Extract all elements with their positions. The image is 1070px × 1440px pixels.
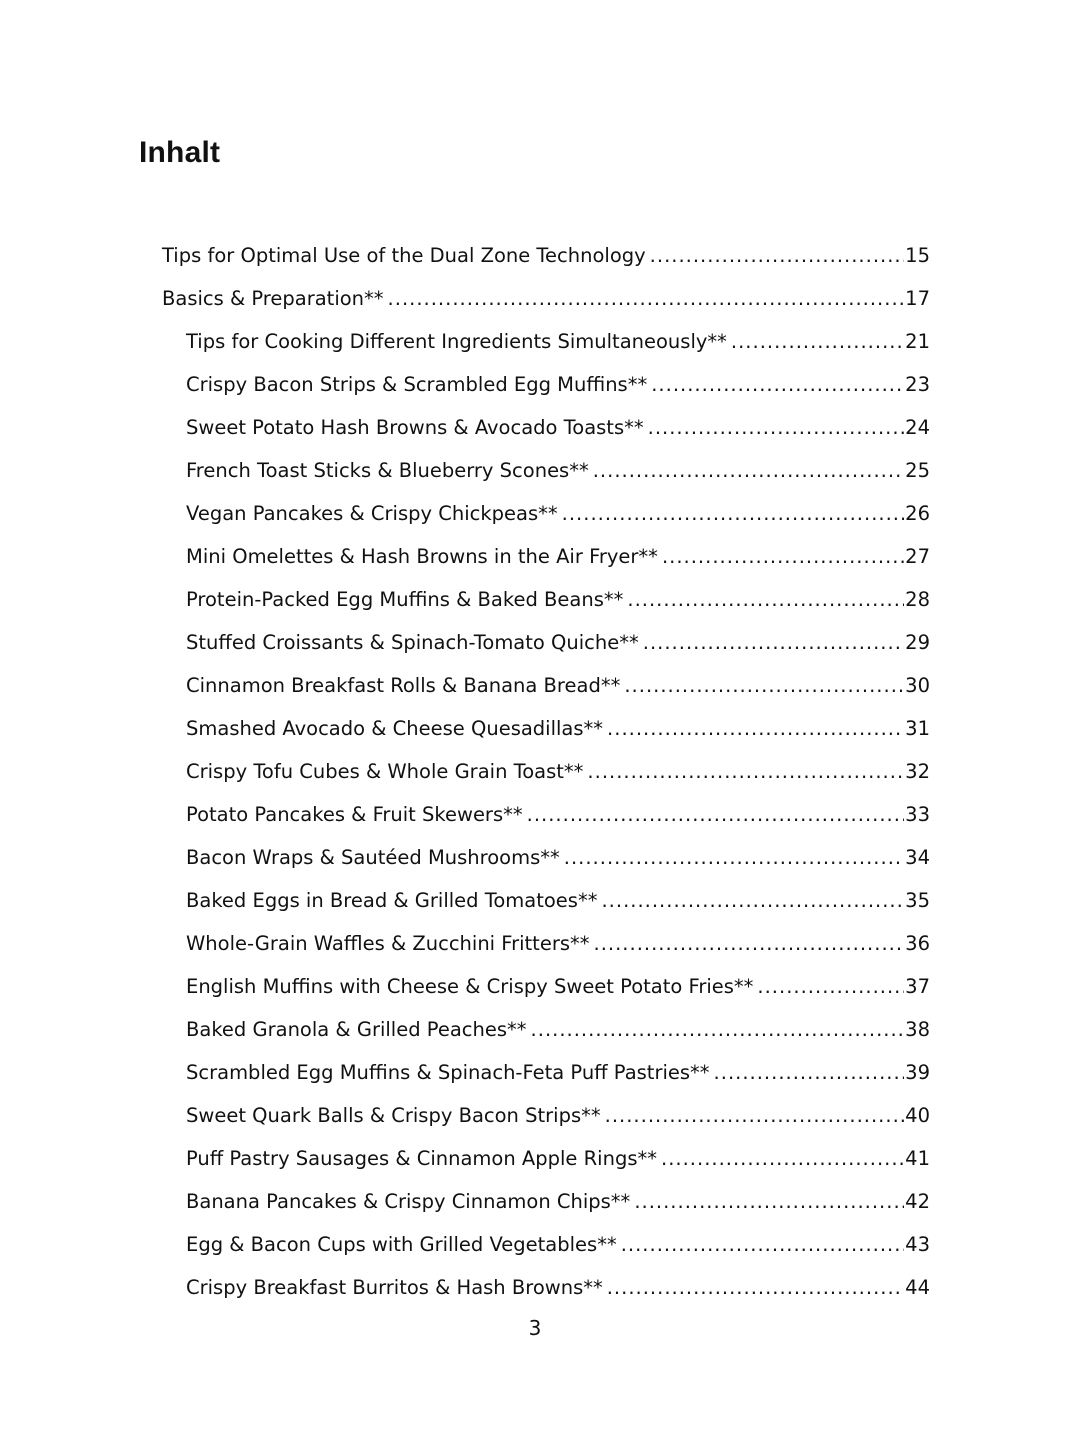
toc-dot-leader: [587, 750, 904, 793]
toc-entry-page: 41: [905, 1147, 930, 1170]
toc-entry-title: Sweet Quark Balls & Crispy Bacon Strips**: [186, 1104, 601, 1127]
toc-entry[interactable]: [186, 535, 930, 578]
toc-entry-title: Puff Pastry Sausages & Cinnamon Apple Rings**: [186, 1147, 657, 1170]
toc-dot-leader: [662, 535, 904, 578]
toc-entry[interactable]: [186, 793, 930, 836]
toc-dot-leader: [593, 449, 904, 492]
toc-entry-page: 25: [905, 459, 930, 482]
toc-entry[interactable]: [186, 1094, 930, 1137]
toc-entry-title: Stuffed Croissants & Spinach-Tomato Quiche**: [186, 631, 639, 654]
toc-entry-title: Vegan Pancakes & Crispy Chickpeas**: [186, 502, 558, 525]
toc-entry[interactable]: [162, 234, 930, 277]
toc-entry[interactable]: [186, 1223, 930, 1266]
toc-entry-title: Bacon Wraps & Sautéed Mushrooms**: [186, 846, 560, 869]
toc-entry-page: 43: [905, 1233, 930, 1256]
toc-entry-page: 26: [905, 502, 930, 525]
toc-entry-title: Egg & Bacon Cups with Grilled Vegetables**: [186, 1233, 617, 1256]
toc-entry[interactable]: [186, 1051, 930, 1094]
toc-dot-leader: [607, 707, 904, 750]
toc-entry-title: French Toast Sticks & Blueberry Scones**: [186, 459, 589, 482]
toc-dot-leader: [601, 879, 904, 922]
toc-entry-title: Potato Pancakes & Fruit Skewers**: [186, 803, 523, 826]
toc-entry[interactable]: [186, 836, 930, 879]
table-of-contents: [0, 234, 1070, 1309]
page-number: 3: [528, 1316, 542, 1340]
toc-entry-title: Basics & Preparation**: [162, 287, 384, 310]
toc-dot-leader: [651, 363, 904, 406]
toc-entry-title: Smashed Avocado & Cheese Quesadillas**: [186, 717, 604, 740]
toc-entry-page: 42: [905, 1190, 930, 1213]
toc-entry[interactable]: [162, 277, 930, 320]
toc-dot-leader: [605, 1094, 905, 1137]
toc-entry-page: 38: [905, 1018, 930, 1041]
toc-entry-page: 17: [905, 287, 930, 310]
toc-entry[interactable]: [186, 664, 930, 707]
toc-entry-page: 32: [905, 760, 930, 783]
toc-entry-title: Mini Omelettes & Hash Browns in the Air Fryer**: [186, 545, 658, 568]
toc-entry[interactable]: [186, 965, 930, 1008]
toc-entry-page: 44: [905, 1276, 930, 1299]
toc-entry-title: Baked Granola & Grilled Peaches**: [186, 1018, 527, 1041]
toc-dot-leader: [621, 1223, 904, 1266]
toc-dot-leader: [607, 1266, 904, 1309]
toc-entry-page: 29: [905, 631, 930, 654]
toc-entry[interactable]: [186, 1008, 930, 1051]
toc-dot-leader: [661, 1137, 904, 1180]
toc-entry-page: 33: [905, 803, 930, 826]
toc-entry-title: Scrambled Egg Muffins & Spinach-Feta Puff Pastries**: [186, 1061, 710, 1084]
toc-entry[interactable]: [186, 320, 930, 363]
toc-entry[interactable]: [186, 879, 930, 922]
toc-dot-leader: [527, 793, 905, 836]
toc-entry-title: English Muffins with Cheese & Crispy Sweet Potato Fries**: [186, 975, 754, 998]
toc-dot-leader: [731, 320, 904, 363]
toc-dot-leader: [634, 1180, 904, 1223]
toc-entry-page: 39: [905, 1061, 930, 1084]
toc-dot-leader: [643, 621, 904, 664]
toc-entry[interactable]: [186, 1137, 930, 1180]
toc-entry-page: 27: [905, 545, 930, 568]
toc-entry-page: 15: [905, 244, 930, 267]
toc-entry[interactable]: [186, 750, 930, 793]
toc-entry-page: 28: [905, 588, 930, 611]
toc-entry-title: Banana Pancakes & Crispy Cinnamon Chips**: [186, 1190, 631, 1213]
toc-dot-leader: [757, 965, 904, 1008]
toc-entry-title: Whole-Grain Waffles & Zucchini Fritters**: [186, 932, 590, 955]
toc-dot-leader: [648, 406, 905, 449]
toc-entry-page: 36: [905, 932, 930, 955]
toc-entry[interactable]: [186, 449, 930, 492]
toc-entry-title: Sweet Potato Hash Browns & Avocado Toasts**: [186, 416, 644, 439]
toc-entry-title: Protein-Packed Egg Muffins & Baked Beans**: [186, 588, 624, 611]
toc-entry[interactable]: [186, 492, 930, 535]
toc-entry[interactable]: [186, 621, 930, 664]
toc-entry-title: Tips for Cooking Different Ingredients Simultaneously**: [186, 330, 727, 353]
toc-entry-page: 21: [905, 330, 930, 353]
toc-entry-title: Cinnamon Breakfast Rolls & Banana Bread**: [186, 674, 621, 697]
page-title: Inhalt: [139, 136, 221, 169]
toc-entry-title: Crispy Bacon Strips & Scrambled Egg Muffins**: [186, 373, 648, 396]
toc-entry[interactable]: [186, 363, 930, 406]
toc-entry[interactable]: [186, 1180, 930, 1223]
toc-entry-title: Tips for Optimal Use of the Dual Zone Technology: [162, 244, 646, 267]
toc-entry-title: Crispy Tofu Cubes & Whole Grain Toast**: [186, 760, 584, 783]
toc-dot-leader: [564, 836, 904, 879]
toc-dot-leader: [624, 664, 904, 707]
toc-entry-page: 40: [905, 1104, 930, 1127]
toc-entry[interactable]: [186, 406, 930, 449]
toc-dot-leader: [594, 922, 905, 965]
toc-dot-leader: [714, 1051, 905, 1094]
toc-dot-leader: [531, 1008, 905, 1051]
toc-entry-title: Crispy Breakfast Burritos & Hash Browns**: [186, 1276, 603, 1299]
toc-dot-leader: [562, 492, 905, 535]
toc-entry[interactable]: [186, 922, 930, 965]
toc-dot-leader: [627, 578, 904, 621]
toc-entry-page: 34: [905, 846, 930, 869]
toc-entry-page: 37: [905, 975, 930, 998]
toc-entry-page: 30: [905, 674, 930, 697]
toc-dot-leader: [650, 234, 905, 277]
toc-entry[interactable]: [186, 707, 930, 750]
toc-entry[interactable]: [186, 578, 930, 621]
toc-entry-page: 35: [905, 889, 930, 912]
toc-entry[interactable]: [186, 1266, 930, 1309]
toc-entry-page: 24: [905, 416, 930, 439]
toc-dot-leader: [388, 277, 905, 320]
toc-entry-title: Baked Eggs in Bread & Grilled Tomatoes**: [186, 889, 598, 912]
toc-entry-page: 23: [905, 373, 930, 396]
toc-entry-page: 31: [905, 717, 930, 740]
